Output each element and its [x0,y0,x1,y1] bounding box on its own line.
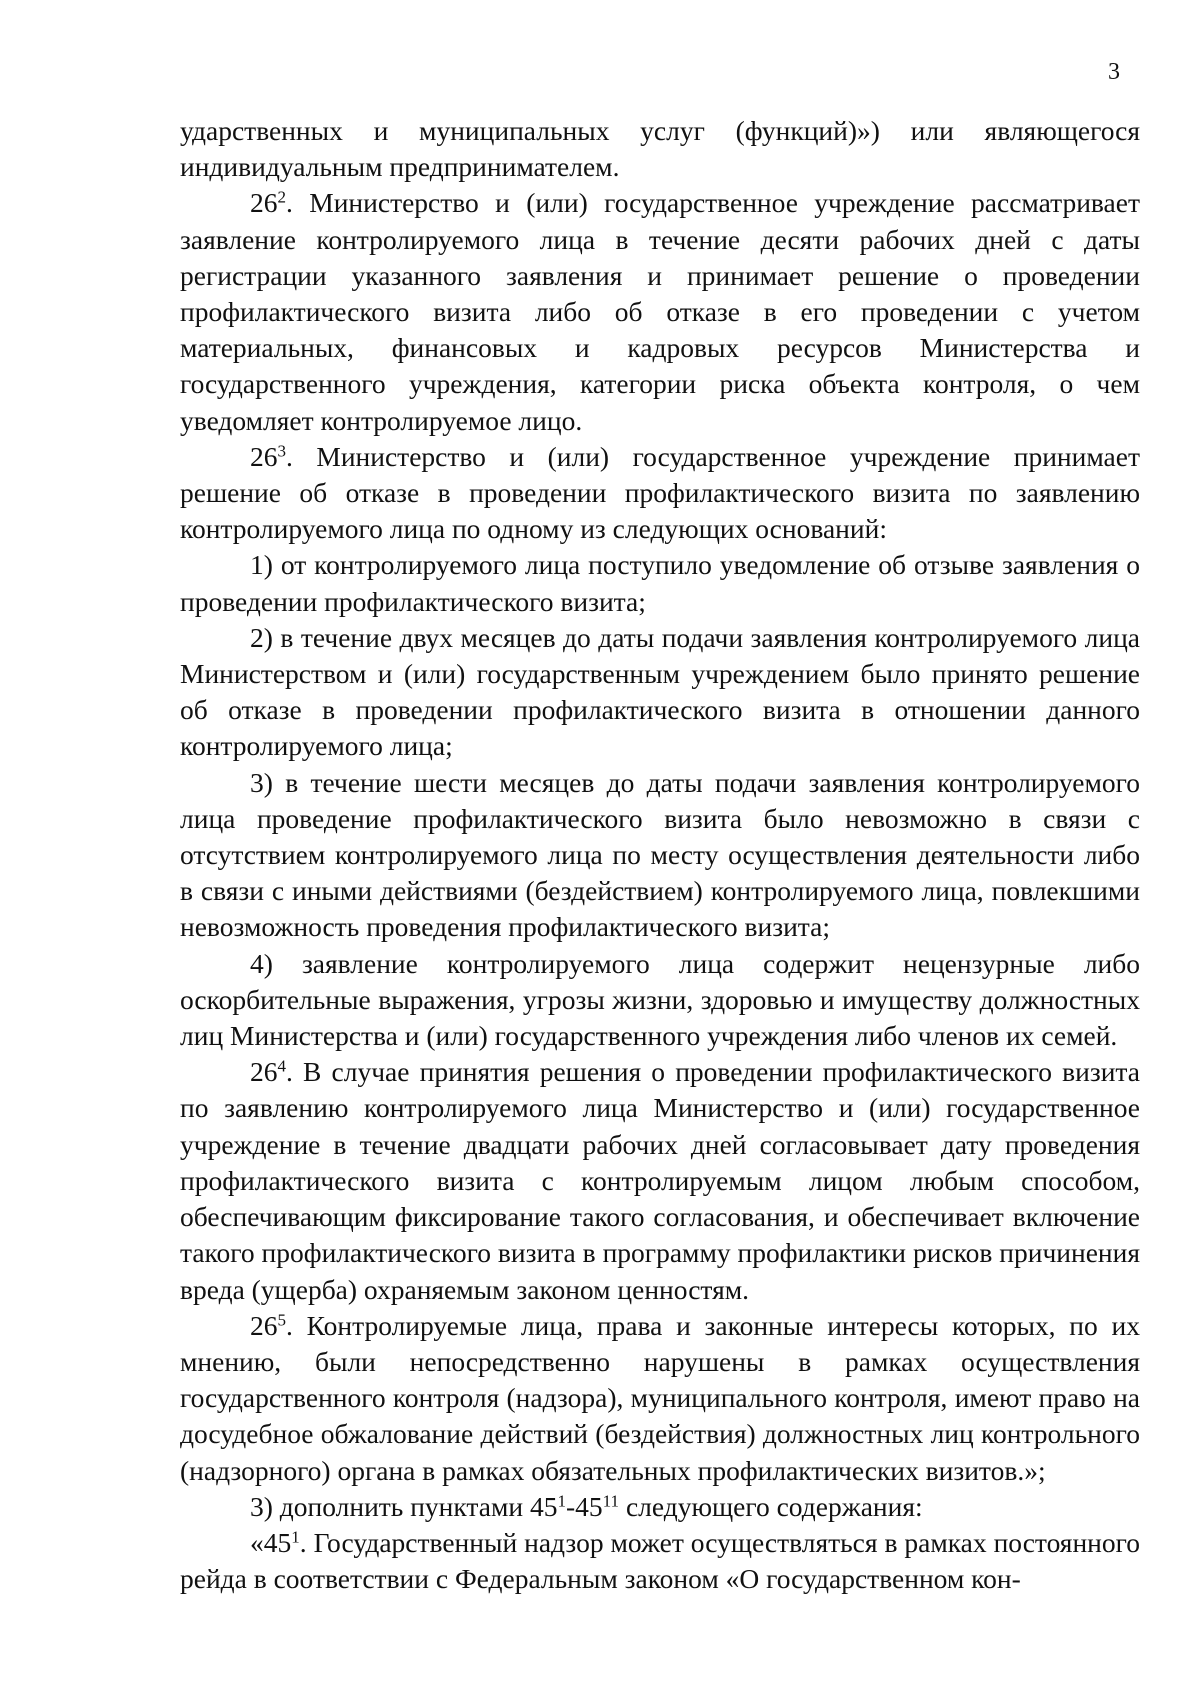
paragraph-text: -45 [565,1490,603,1522]
paragraph-text: . Министерство и (или) государственное учреждение принимает решение об отказе в проведении профилактического визита по заявлению контролируемого лица по одному из следующих оснований: [180,440,1140,545]
clause-number: 26 [250,440,278,472]
page-number: 3 [1108,59,1120,85]
paragraph-text: . Контролируемые лица, права и законные интересы которых, по их мнению, были непосредственно нарушены в рамках осуществления государственного контроля (надзора), муниципального контроля, имеют право на досудебное обжалование действий (бездействия) должностных лиц контрольного (надзорного) органа в рамках обязательных профилактических визитов.»; [180,1309,1140,1486]
paragraph-text: 3) дополнить пунктами 45 [250,1490,558,1522]
paragraph-45-1 [180,1525,1140,1597]
paragraph-text: «45 [250,1526,292,1558]
list-item-1 [180,547,1140,619]
clause-superscript: 1 [291,1527,300,1547]
paragraph-text: . Государственный надзор может осуществляться в рамках постоянного рейда в соответствии с Федеральным законом «О государственном кон- [180,1526,1140,1595]
paragraph-text: . В случае принятия решения о проведении профилактического визита по заявлению контролируемого лица Министерство и (или) государственное учреждение в течение двадцати рабочих дней согласовывает дату проведения профилактического визита с контролируемым лицом любым способом, обеспечивающим фиксирование такого согласования, и обеспечивает включение такого профилактического визита в программу профилактики рисков причинения вреда (ущерба) охраняемым законом ценностям. [180,1056,1140,1305]
paragraph-text: 2) в течение двух месяцев до даты подачи заявления контролируемого лица Министерством и (или) государственным учреждением было принято решение об отказе в проведении профилактического визита в отношении данного контролируемого лица; [180,621,1140,762]
paragraph-26-2 [180,185,1140,438]
paragraph-text: 4) заявление контролируемого лица содержит нецензурные либо оскорбительные выражения, угрозы жизни, здоровью и имуществу должностных лиц Министерства и (или) государственного учреждения либо членов их семей. [180,947,1140,1052]
paragraph-text: 3) в течение шести месяцев до даты подачи заявления контролируемого лица проведение профилактического визита было невозможно в связи с отсутствием контролируемого лица по месту осуществления деятельности либо в связи с иными действиями (бездействием) контролируемого лица, повлекшими невозможность проведения профилактического визита; [180,766,1140,943]
paragraph-text: . Министерство и (или) государственное учреждение рассматривает заявление контролируемого лица в течение десяти рабочих дней с даты регистрации указанного заявления и принимает решение о проведении профилактического визита либо об отказе в его проведении с учетом материальных, финансовых и кадровых ресурсов Министерства и государственного учреждения, категории риска объекта контроля, о чем уведомляет контролируемое лицо. [180,187,1140,436]
clause-superscript: 2 [277,188,287,208]
amendment-item-3 [180,1489,1140,1525]
document-body [180,113,1140,1597]
paragraph-26-3 [180,439,1140,548]
clause-superscript: 3 [277,441,287,461]
list-item-3 [180,765,1140,946]
clause-superscript: 4 [277,1056,287,1076]
clause-number: 26 [250,187,278,219]
clause-superscript: 1 [557,1491,566,1511]
paragraph-text: следующего содержания: [619,1490,923,1522]
clause-superscript: 11 [602,1491,620,1511]
clause-superscript: 5 [277,1310,287,1330]
clause-number: 26 [250,1309,278,1341]
clause-number: 26 [250,1056,278,1088]
list-item-2 [180,620,1140,765]
list-item-4 [180,946,1140,1055]
paragraph-continuation [180,113,1140,185]
paragraph-26-4 [180,1054,1140,1307]
paragraph-text: 1) от контролируемого лица поступило уведомление об отзыве заявления о проведении профилактического визита; [180,549,1140,617]
paragraph-26-5 [180,1308,1140,1489]
paragraph-text: ударственных и муниципальных услуг (функций)») или являющегося индивидуальным предпринимателем. [180,115,1140,183]
